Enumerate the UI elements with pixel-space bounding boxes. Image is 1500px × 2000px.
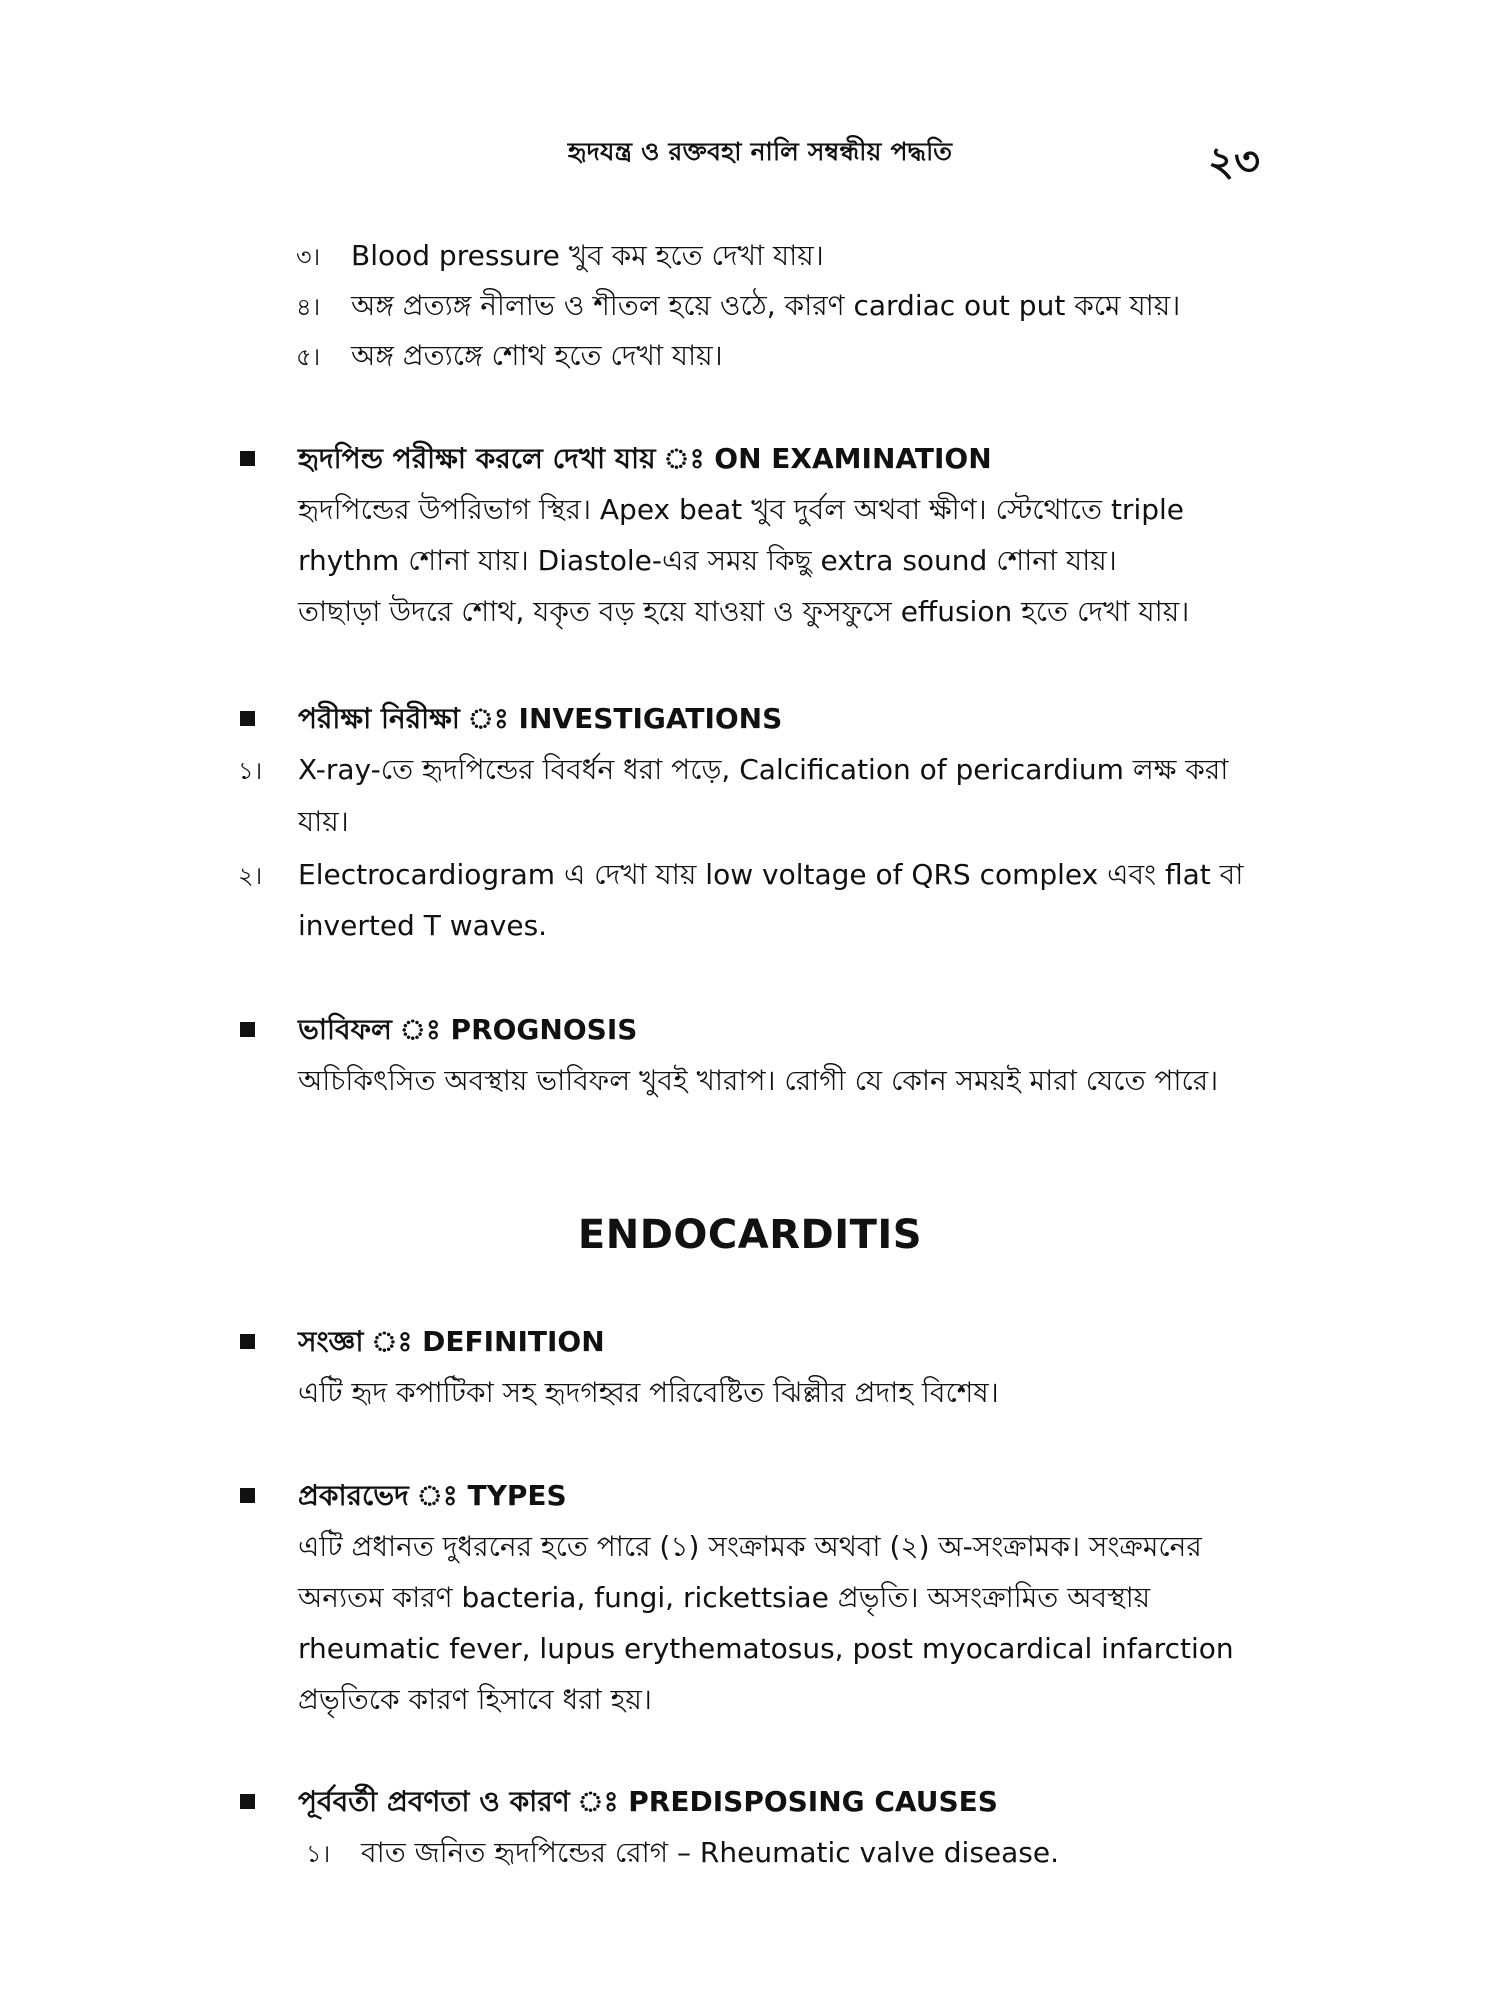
paragraph-line: এটি প্রধানত দুধরনের হতে পারে (১) সংক্রামক অথবা (২) অ-সংক্রামক। সংক্রমনের bbox=[298, 1530, 1202, 1563]
list-item bbox=[238, 750, 1228, 791]
list-number: ১। bbox=[238, 757, 263, 785]
list-item bbox=[296, 336, 723, 377]
list-text: Blood pressure খুব কম হতে দেখা যায়। bbox=[351, 239, 824, 272]
list-number: ১। bbox=[306, 1840, 331, 1868]
paragraph-line: হৃদপিন্ডের উপরিভাগ স্থির। Apex beat খুব দুর্বল অথবা ক্ষীণ। স্টেথোতে triple bbox=[298, 493, 1185, 526]
section-heading-on-examination: হৃদপিন্ড পরীক্ষা করলে দেখা যায় ঃ ON EXAMINATION bbox=[298, 442, 992, 475]
list-item bbox=[296, 236, 824, 277]
bullet-square bbox=[240, 1022, 255, 1037]
page-number: ২৩ bbox=[1207, 139, 1260, 185]
section-heading-definition: সংজ্ঞা ঃ DEFINITION bbox=[298, 1325, 605, 1358]
paragraph-line: অন্যতম কারণ bacteria, fungi, rickettsiae প্রভৃতি। অসংক্রামিত অবস্থায় bbox=[298, 1581, 1151, 1614]
list-item bbox=[306, 1833, 1059, 1874]
paragraph-line: rhythm শোনা যায়। Diastole-এর সময় কিছু extra sound শোনা যায়। bbox=[298, 544, 1117, 577]
paragraph-line: rheumatic fever, lupus erythematosus, post myocardical infarction bbox=[298, 1632, 1234, 1665]
section-heading-investigations: পরীক্ষা নিরীক্ষা ঃ INVESTIGATIONS bbox=[298, 702, 783, 735]
list-number: ৫। bbox=[296, 343, 321, 371]
list-number: ৩। bbox=[296, 243, 321, 271]
list-number: ৪। bbox=[296, 293, 321, 321]
bullet-square bbox=[240, 1794, 255, 1809]
list-text-continued: inverted T waves. bbox=[298, 909, 548, 942]
section-heading-predisposing-causes: পূর্ববর্তী প্রবণতা ও কারণ ঃ PREDISPOSING CAUSES bbox=[298, 1785, 998, 1818]
bullet-square bbox=[240, 1488, 255, 1503]
bullet-square bbox=[240, 451, 255, 466]
running-title: হৃদযন্ত্র ও রক্তবহা নালি সম্বন্ধীয় পদ্ধতি bbox=[567, 137, 953, 166]
list-number: ২। bbox=[238, 862, 263, 890]
bullet-square bbox=[240, 1334, 255, 1349]
list-text: অঙ্গ প্রত্যঙ্গ নীলাভ ও শীতল হয়ে ওঠে, কারণ cardiac out put কমে যায়। bbox=[351, 289, 1181, 322]
section-heading-types: প্রকারভেদ ঃ TYPES bbox=[298, 1479, 567, 1512]
bullet-square bbox=[240, 711, 255, 726]
list-text: অঙ্গ প্রত্যঙ্গে শোথ হতে দেখা যায়। bbox=[351, 339, 723, 372]
paragraph-line: প্রভৃতিকে কারণ হিসাবে ধরা হয়। bbox=[298, 1683, 652, 1716]
list-text: X-ray-তে হৃদপিন্ডের বিবর্ধন ধরা পড়ে, Calcification of pericardium লক্ষ করা bbox=[298, 753, 1229, 786]
paragraph-line: তাছাড়া উদরে শোথ, যকৃত বড় হয়ে যাওয়া ও ফুসফুসে effusion হতে দেখা যায়। bbox=[298, 595, 1190, 628]
list-text: বাত জনিত হৃদপিন্ডের রোগ – Rheumatic valve disease. bbox=[361, 1836, 1060, 1869]
paragraph-line: অচিকিৎসিত অবস্থায় ভাবিফল খুবই খারাপ। রোগী যে কোন সময়ই মারা যেতে পারে। bbox=[298, 1064, 1219, 1097]
chapter-title: ENDOCARDITIS bbox=[577, 1212, 923, 1258]
list-item bbox=[296, 286, 1180, 327]
list-text-continued: যায়। bbox=[298, 805, 349, 838]
section-heading-prognosis: ভাবিফল ঃ PROGNOSIS bbox=[298, 1013, 638, 1046]
list-text: Electrocardiogram এ দেখা যায় low voltage of QRS complex এবং flat বা bbox=[298, 858, 1244, 891]
list-item bbox=[238, 855, 1243, 896]
paragraph-line: এটি হৃদ কপাটিকা সহ হৃদগহ্বর পরিবেষ্টিত ঝিল্লীর প্রদাহ বিশেষ। bbox=[298, 1376, 999, 1409]
